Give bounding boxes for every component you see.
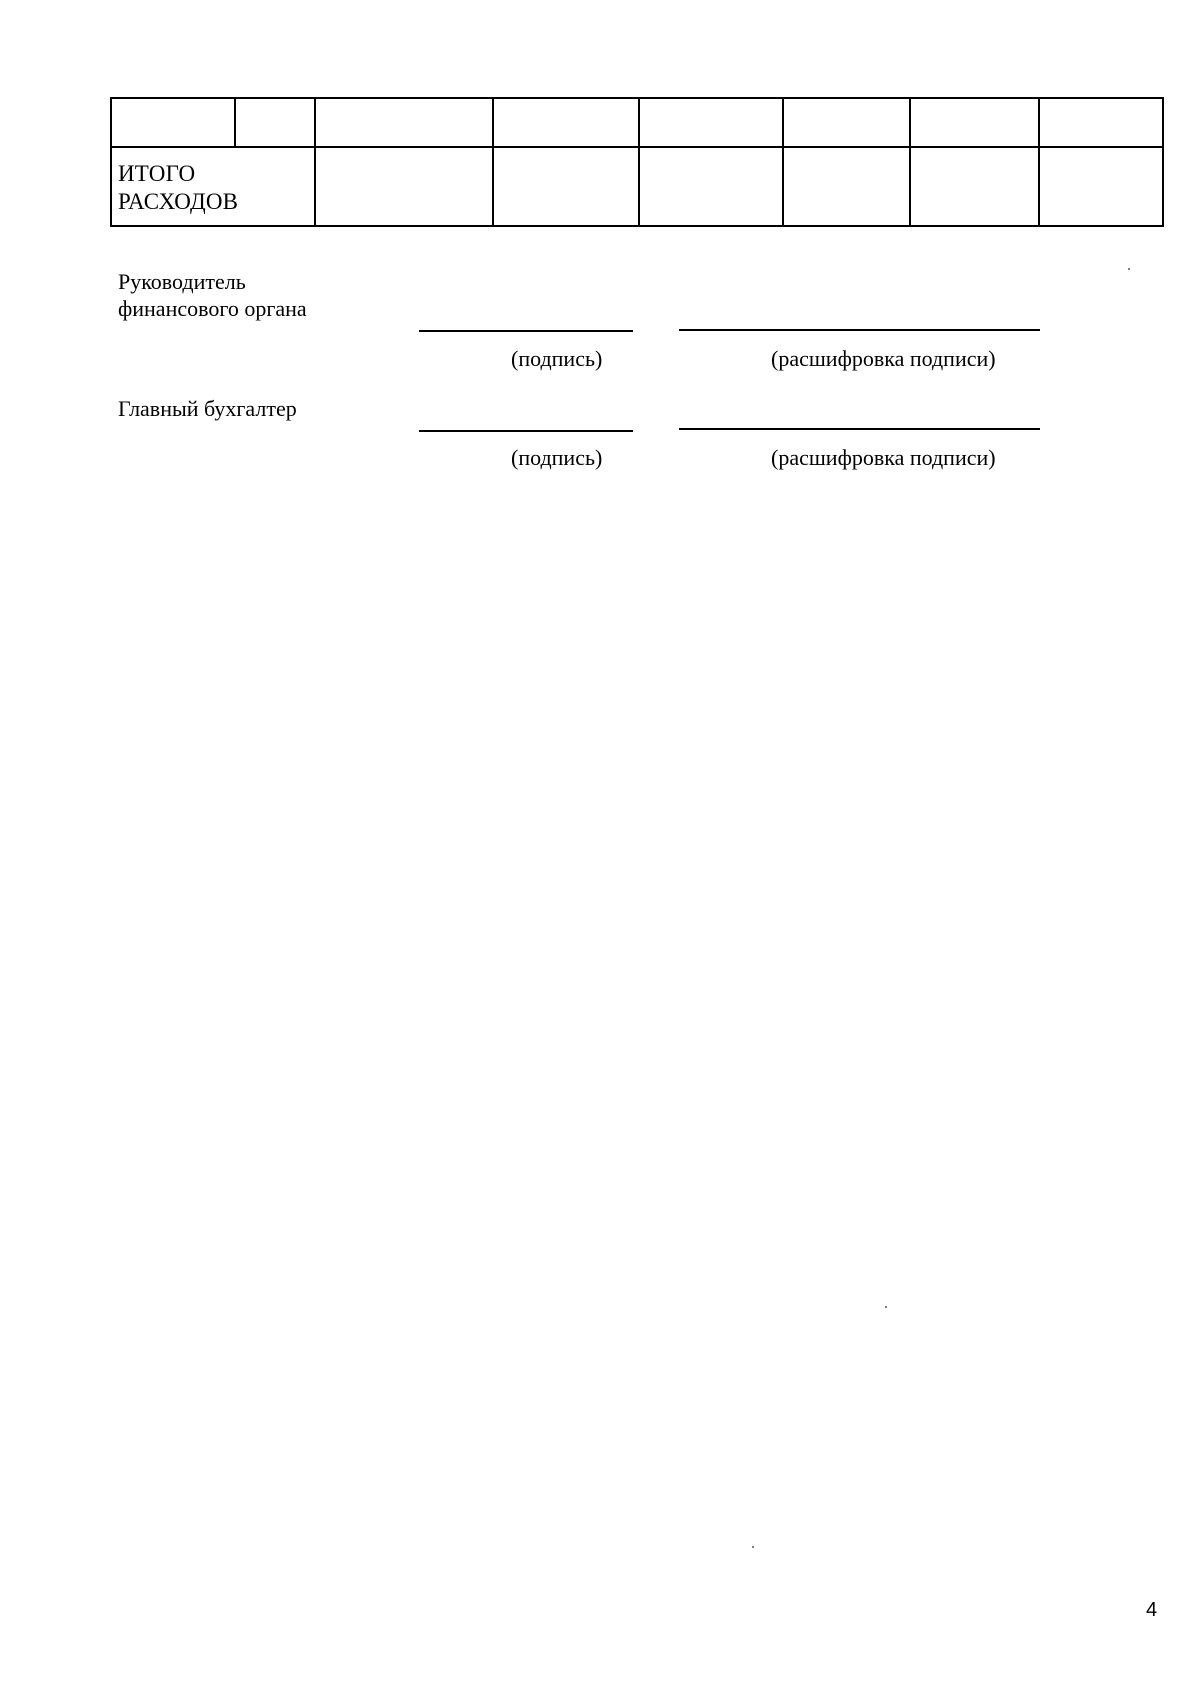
accountant-decoding-caption: (расшифровка подписи) (771, 445, 996, 470)
head-of-financial-body-label: Руководитель финансового органа (118, 269, 307, 321)
scan-speck (885, 1306, 887, 1308)
expense-table (110, 97, 1164, 227)
page-number: 4 (1146, 1599, 1158, 1621)
head-decoding-caption: (расшифровка подписи) (771, 346, 996, 371)
table-row-divider (110, 146, 1164, 148)
chief-accountant-label: Главный бухгалтер (118, 396, 297, 421)
table-col-divider-7 (1038, 97, 1040, 227)
head-decoding-line (679, 329, 1040, 331)
table-col-divider-3 (492, 97, 494, 227)
table-col-divider-4 (638, 97, 640, 227)
head-signature-line (419, 330, 633, 332)
table-top-border (110, 97, 1164, 99)
accountant-signature-line (419, 430, 633, 432)
scan-speck (1128, 268, 1130, 270)
accountant-decoding-line (679, 428, 1040, 430)
table-col-divider-1 (234, 97, 236, 147)
head-signature-caption: (подпись) (511, 346, 603, 371)
table-col-divider-5 (782, 97, 784, 227)
total-expenses-label: ИТОГО РАСХОДОВ (118, 161, 239, 214)
scan-speck (752, 1546, 754, 1548)
table-bottom-border (110, 225, 1164, 227)
table-left-border (110, 97, 112, 227)
table-col-divider-6 (909, 97, 911, 227)
accountant-signature-caption: (подпись) (511, 445, 603, 470)
table-right-border (1162, 97, 1164, 227)
table-col-divider-2 (314, 97, 316, 227)
